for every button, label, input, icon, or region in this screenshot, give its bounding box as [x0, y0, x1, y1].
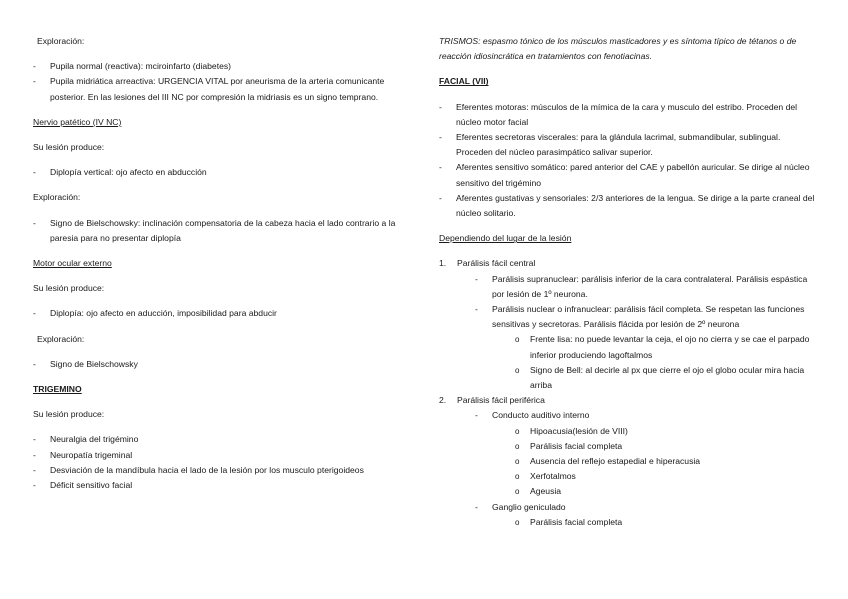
list-number: 2. — [439, 395, 447, 406]
lugar-lesion-heading: Dependiendo del lugar de la lesión — [439, 233, 572, 244]
trigemino-list — [33, 432, 413, 493]
patetico-list — [33, 165, 413, 180]
list-item: o Hipoacusia(lesión de VIII) — [512, 424, 819, 439]
motor-exploracion-label: Exploración: — [37, 333, 85, 344]
list-item: - Neuropatía trigeminal — [33, 448, 413, 463]
motor-ocular-list — [33, 306, 413, 321]
list-item: o Parálisis facial completa — [512, 439, 819, 454]
paralisis-central-sublist — [474, 272, 819, 394]
list-item: - Pupila midriática arreactiva: URGENCIA VITAL por aneurisma de la arteria comunicante posterior. En las lesiones del III NC por compresión la midriasis es un signo temprano. — [33, 74, 413, 104]
list-item: - Eferentes motoras: músculos de la mímica de la cara y musculo del estribo. Proceden del núcleo motor facial — [439, 100, 819, 130]
paralisis-periferica-item — [439, 393, 819, 530]
list-item: - Déficit sensitivo facial — [33, 478, 413, 493]
list-item: o Frente lisa: no puede levantar la ceja, el ojo no cierra y se cae el parpado inferior produciendo lagoftalmos — [512, 332, 819, 362]
right-column — [439, 34, 819, 530]
facial-list — [439, 100, 819, 222]
list-item: - Parálisis supranuclear: parálisis inferior de la cara contralateral. Parálisis espástica por lesión de 1º neurona. — [474, 272, 819, 302]
list-item: - Parálisis nuclear o infranuclear: parálisis fácil completa. Se respetan las funciones sensitivas y secretoras. Parálisis flácida por lesión de 2º neurona o Frente lisa: no puede levantar la ceja, el ojo no cierra y se cae el parpado inferior produciendo lagoftalmos o Signo de Bell: al decirle al px que cierre el ojo el globo ocular mira hacia arriba — [474, 302, 819, 393]
ganglio-circle-list — [512, 515, 819, 530]
list-item: - Pupila normal (reactiva): mciroinfarto (diabetes) — [33, 59, 413, 74]
paralisis-numbered-list — [439, 256, 819, 530]
paralisis-central-item — [439, 256, 819, 393]
nuclear-circle-list — [512, 332, 819, 393]
trigemino-heading: TRIGEMINO — [33, 384, 82, 395]
left-column — [33, 34, 413, 493]
patetico-exploracion-list — [33, 216, 413, 246]
list-item: o Signo de Bell: al decirle al px que cierre el ojo el globo ocular mira hacia arriba — [512, 363, 819, 393]
trismos-paragraph: TRISMOS: espasmo tónico de los músculos masticadores y es síntoma típico de tétanos o de reacción idiosincrática en tratamientos con fenotiacinas. — [439, 36, 797, 62]
patetico-subtitle: Su lesión produce: — [33, 142, 105, 153]
list-item: - Diplopía: ojo afecto en aducción, imposibilidad para abducir — [33, 306, 413, 321]
list-item: - Signo de Bielschowsky — [33, 357, 413, 372]
list-item: o Ageusia — [512, 484, 819, 499]
list-item: - Signo de Bielschowsky: inclinación compensatoria de la cabeza hacia el lado contrario a la paresia para no presentar diplopía — [33, 216, 413, 246]
exploracion-label: Exploración: — [37, 36, 85, 46]
list-item: o Parálisis facial completa — [512, 515, 819, 530]
motor-ocular-heading: Motor ocular externo — [33, 258, 112, 269]
list-item: - Ganglio geniculado o Parálisis facial completa — [474, 500, 819, 530]
list-item: - Desviación de la mandíbula hacia el lado de la lesión por los musculo pterigoideos — [33, 463, 413, 478]
motor-ocular-subtitle: Su lesión produce: — [33, 283, 105, 294]
list-item: - Aferentes gustativas y sensoriales: 2/3 anteriores de la lengua. Se dirige a la parte craneal del núcleo solitario. — [439, 191, 819, 221]
patetico-exploracion-label: Exploración: — [33, 192, 81, 203]
list-item: - Neuralgia del trigémino — [33, 432, 413, 447]
motor-exploracion-list — [33, 357, 413, 372]
list-item: o Xerfotalmos — [512, 469, 819, 484]
list-item: - Aferentes sensitivo somático: pared anterior del CAE y pabellón auricular. Se dirige al núcleo sensitivo del trigémino — [439, 160, 819, 190]
list-item: - Diplopía vertical: ojo afecto en abducción — [33, 165, 413, 180]
list-item: - Eferentes secretoras viscerales: para la glándula lacrimal, submandibular, sublingual. Proceden del núcleo parasimpático salivar superior. — [439, 130, 819, 160]
trigemino-subtitle: Su lesión produce: — [33, 409, 105, 420]
exploracion-list — [33, 59, 413, 105]
list-number: 1. — [439, 258, 447, 269]
paralisis-periferica-title: Parálisis fácil periférica — [457, 395, 545, 406]
paralisis-central-title: Parálisis fácil central — [457, 258, 536, 269]
conducto-circle-list — [512, 424, 819, 500]
paralisis-periferica-sublist — [474, 408, 819, 530]
facial-heading: FACIAL (VII) — [439, 76, 489, 87]
list-item: - Conducto auditivo interno o Hipoacusia(lesión de VIII) o Parálisis facial completa o Ausencia del reflejo estapedial e hiperacusia o Xerfotalmos o Ageusia — [474, 408, 819, 499]
list-item: o Ausencia del reflejo estapedial e hiperacusia — [512, 454, 819, 469]
patetico-heading: Nervio patético (IV NC) — [33, 116, 122, 127]
